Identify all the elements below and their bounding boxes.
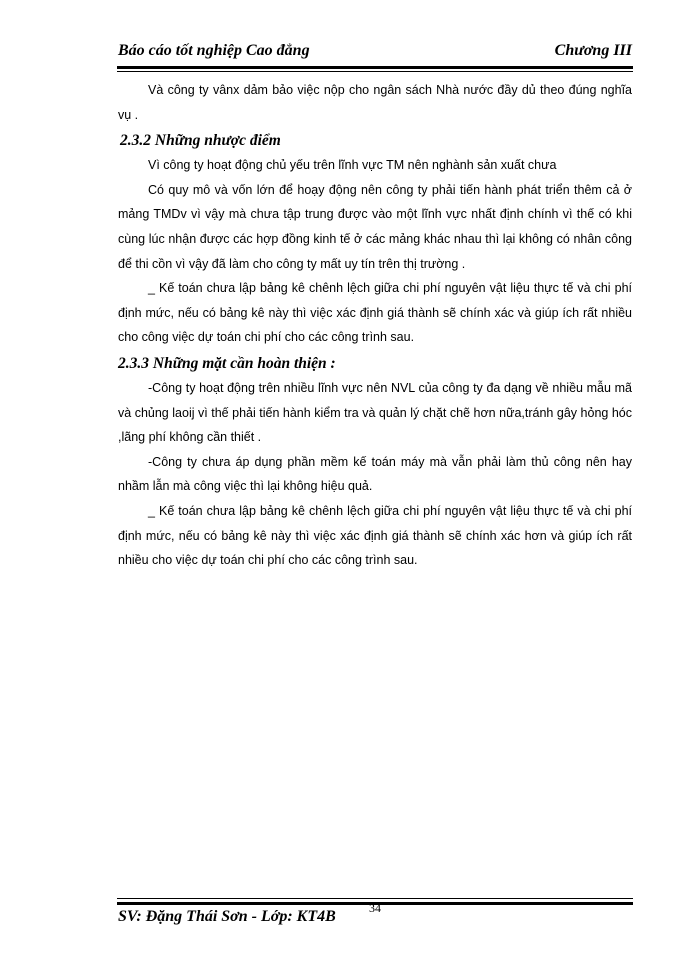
header-rule-thick [117,66,633,69]
page-number: 34 [369,901,381,915]
header-chapter: Chương III [554,42,632,59]
paragraph: -Công ty hoạt động trên nhiều lĩnh vực nên NVL của công ty đa dạng về nhiều mẫu mã và chủng laoij vì thế phải tiến hành kiểm tra và quản lý chặt chẽ hơn nữa,tránh gây hỏng hóc ,lãng phí không cần thiết . [118,380,632,445]
footer-rule-thin [117,898,633,899]
footer-author: SV: Đặng Thái Sơn - Lớp: KT4B [118,908,336,925]
document-body [118,78,632,573]
page-header [118,42,632,66]
header-report-title: Báo cáo tốt nghiệp Cao đẳng [118,42,310,59]
paragraph: Vì công ty hoạt động chủ yếu trên lĩnh vực TM nên nghành sản xuất chưa [148,158,557,173]
paragraph-intro: Và công ty vânx dảm bảo việc nộp cho ngân sách Nhà nước đầy dủ theo đúng nghĩa vụ . [118,83,632,122]
paragraph: -Công ty chưa áp dụng phần mềm kế toán máy mà vẫn phải làm thủ công nên hay nhầm lẫn mà công việc thì lại không hiệu quả. [118,454,632,494]
header-rule-thin [117,71,633,72]
paragraph: _ Kế toán chưa lập bảng kê chênh lệch giữa chi phí nguyên vật liệu thực tế và chi phí định mức, nếu có bảng kê này thì việc xác định giá thành sẽ chính xác hơn và giúp ích rất nhiều cho việc dự toán chi phí cho các công trình sau. [118,503,632,568]
paragraph: _ Kế toán chưa lập bảng kê chênh lệch giữa chi phí nguyên vật liệu thực tế và chi phí định mức, nếu có bảng kê này thì việc xác định giá thành sẽ chính xác và giúp ích rất nhiều cho công việc dự toán chi phí cho các công trình sau. [118,281,632,345]
section-heading-weaknesses: 2.3.2 Những nhược điểm [120,132,281,150]
section-heading-improvements: 2.3.3 Những mặt cần hoàn thiện : [118,354,336,372]
paragraph: Có quy mô và vốn lớn để hoạy động nên công ty phải tiến hành phát triển thêm cả ở mảng TMDv vì vậy mà chưa tập trung được vào một lĩnh vực nhất định chính vì thế có khi cùng lúc nhận được các hợp đồng kinh tế ở các mảng khác nhau thì lại không có nhân công để thi cồn vì vậy đã làm cho công ty mất uy tín trên thị trường . [118,182,632,271]
